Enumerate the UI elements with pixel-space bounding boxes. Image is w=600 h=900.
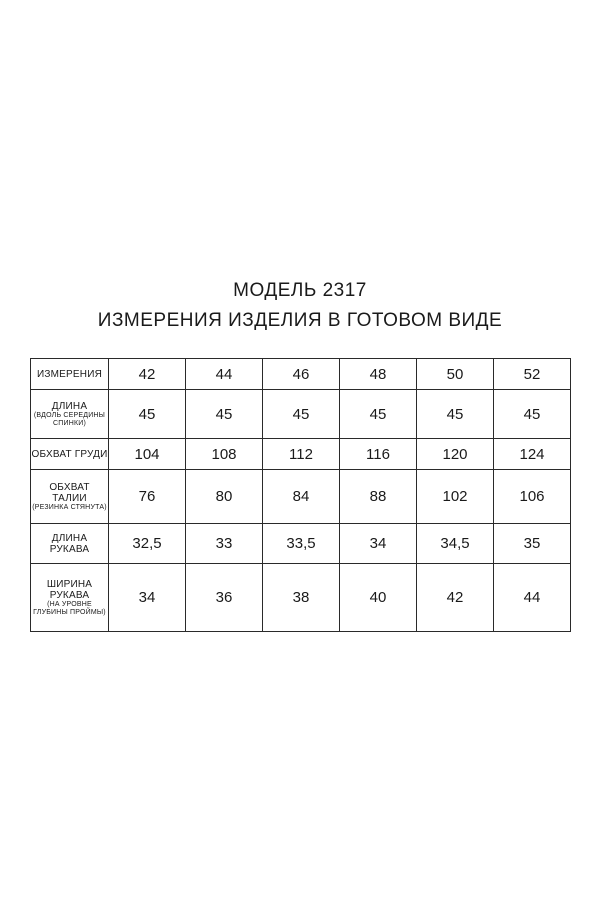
value-cell: 84 [263, 470, 340, 524]
row-label: ДЛИНА [51, 400, 88, 412]
row-label-cell [31, 390, 109, 439]
row-label-cell [31, 438, 109, 469]
table-row [31, 390, 571, 439]
row-label: ОБХВАТ ГРУДИ [31, 448, 108, 460]
size-cell: 48 [340, 359, 417, 390]
value-cell: 34 [109, 564, 186, 632]
value-cell: 45 [417, 390, 494, 439]
value-cell: 112 [263, 438, 340, 469]
value-cell: 124 [494, 438, 571, 469]
row-label-cell [31, 524, 109, 564]
value-cell: 80 [186, 470, 263, 524]
row-label-cell [31, 564, 109, 632]
table-row [31, 470, 571, 524]
header-label: ИЗМЕРЕНИЯ [37, 368, 102, 380]
row-sublabel: (НА УРОВНЕ ГЛУБИНЫ ПРОЙМЫ) [33, 600, 106, 616]
header-label-cell [31, 359, 109, 390]
value-cell: 33 [186, 524, 263, 564]
value-cell: 45 [186, 390, 263, 439]
value-cell: 45 [263, 390, 340, 439]
value-cell: 32,5 [109, 524, 186, 564]
value-cell: 34,5 [417, 524, 494, 564]
size-cell: 42 [109, 359, 186, 390]
size-cell: 46 [263, 359, 340, 390]
value-cell: 116 [340, 438, 417, 469]
value-cell: 44 [494, 564, 571, 632]
measurements-title: ИЗМЕРЕНИЯ ИЗДЕЛИЯ В ГОТОВОМ ВИДЕ [97, 310, 503, 331]
row-sublabel: (ВДОЛЬ СЕРЕДИНЫ СПИНКИ) [33, 411, 106, 427]
value-cell: 35 [494, 524, 571, 564]
value-cell: 120 [417, 438, 494, 469]
value-cell: 102 [417, 470, 494, 524]
value-cell: 45 [109, 390, 186, 439]
value-cell: 40 [340, 564, 417, 632]
value-cell: 76 [109, 470, 186, 524]
row-label: ДЛИНА РУКАВА [49, 532, 90, 555]
value-cell: 104 [109, 438, 186, 469]
table-row [31, 438, 571, 469]
value-cell: 106 [494, 470, 571, 524]
value-cell: 33,5 [263, 524, 340, 564]
value-cell: 34 [340, 524, 417, 564]
model-title: МОДЕЛЬ 2317 [233, 280, 367, 301]
value-cell: 38 [263, 564, 340, 632]
value-cell: 108 [186, 438, 263, 469]
value-cell: 45 [340, 390, 417, 439]
size-table [30, 358, 571, 632]
title-block [0, 276, 600, 336]
value-cell: 45 [494, 390, 571, 439]
value-cell: 88 [340, 470, 417, 524]
size-cell: 52 [494, 359, 571, 390]
table-row [31, 564, 571, 632]
row-label: ОБХВАТ ТАЛИИ [49, 481, 90, 504]
row-label: ШИРИНА РУКАВА [46, 578, 93, 601]
table-row [31, 524, 571, 564]
value-cell: 36 [186, 564, 263, 632]
row-sublabel: (РЕЗИНКА СТЯНУТА) [32, 503, 107, 511]
row-label-cell [31, 470, 109, 524]
size-cell: 50 [417, 359, 494, 390]
value-cell: 42 [417, 564, 494, 632]
table-header-row [31, 359, 571, 390]
size-cell: 44 [186, 359, 263, 390]
